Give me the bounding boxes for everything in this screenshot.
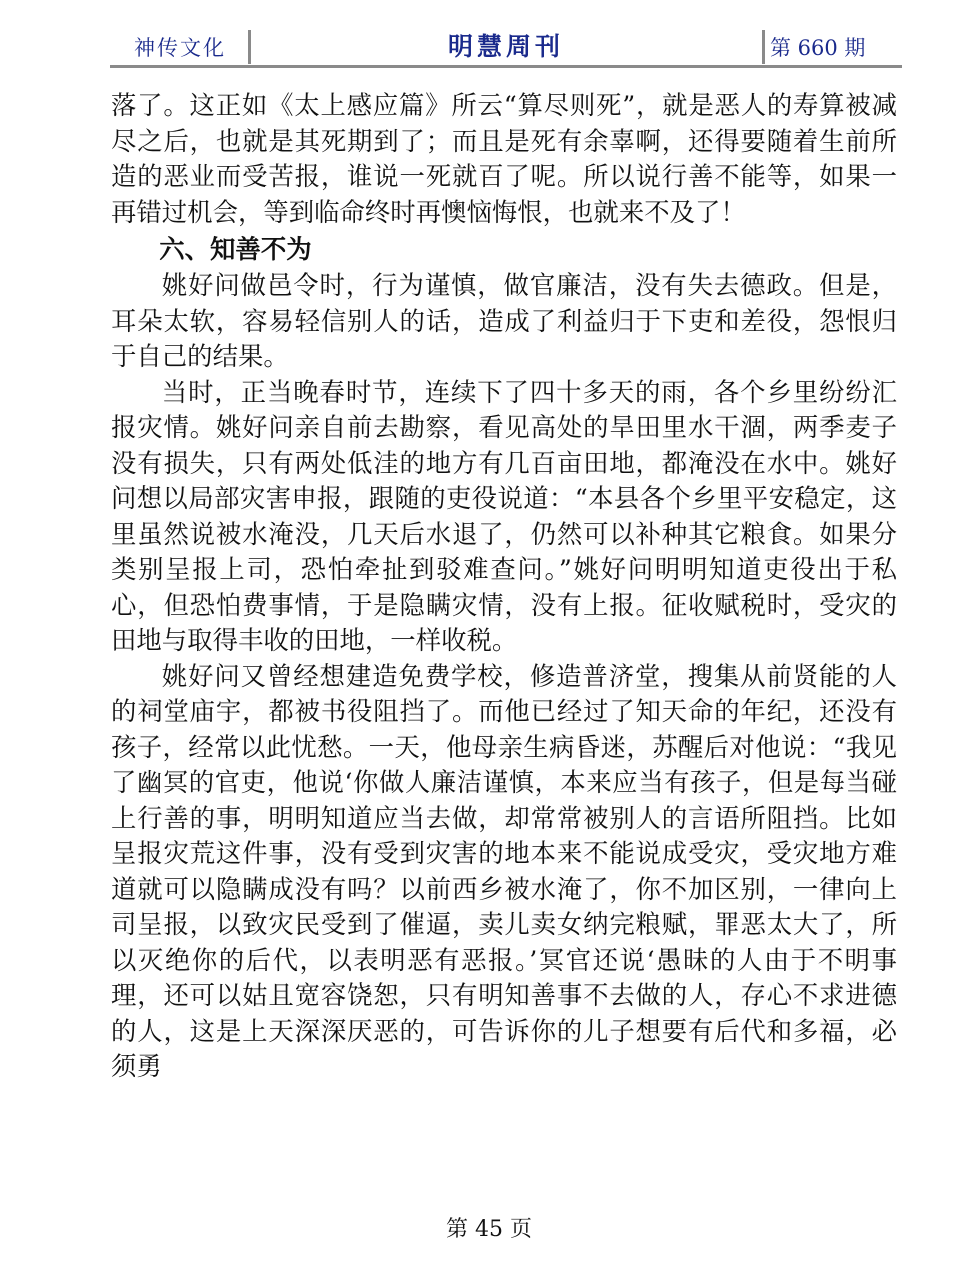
header-publication-title: 明慧周刊 — [447, 32, 564, 61]
header-divider-right — [762, 30, 765, 64]
page-header — [110, 26, 902, 66]
article-body — [111, 88, 897, 1085]
paragraph: 当时，正当晚春时节，连续下了四十多天的雨，各个乡里纷纷汇报灾情。姚好问亲自前去勘察，看见高处的旱田里水干涸，两季麦子没有损失，只有两处低洼的地方有几百亩田地，都淹没在水中。姚好问想以局部灾害申报，跟随的吏役说道：“本县各个乡里平安稳定，这里虽然说被水淹没，几天后水退了，仍然可以补种其它粮食。如果分类别呈报上司，恐怕牵扯到驳难查问。”姚好问明明知道吏役出于私心，但恐怕费事情，于是隐瞒灾情，没有上报。征收赋税时，受灾的田地与取得丰收的田地，一样收税。 — [111, 376, 897, 655]
paragraph: 姚好问做邑令时，行为谨慎，做官廉洁，没有失去德政。但是，耳朵太软，容易轻信别人的话，造成了利益归于下吏和差役，怨恨归于自己的结果。 — [111, 270, 897, 371]
section-heading: 六、知善不为 — [159, 234, 312, 264]
header-issue-number: 第 660 期 — [770, 36, 866, 60]
paragraph-continued: 落了。这正如《太上感应篇》所云“算尽则死”，就是恶人的寿算被减尽之后，也就是其死期到了；而且是死有余辜啊，还得要随着生前所造的恶业而受苦报，谁说一死就百了呢。所以说行善不能等，如果一再错过机会，等到临命终时再懊恼悔恨，也就来不及了！ — [111, 90, 897, 227]
header-section-title: 神传文化 — [134, 36, 226, 60]
page-number: 第 45 页 — [446, 1217, 532, 1242]
header-rule — [110, 65, 902, 68]
paragraph: 姚好问又曾经想建造免费学校，修造普济堂，搜集从前贤能的人的祠堂庙宇，都被书役阻挡了。而他已经过了知天命的年纪，还没有孩子，经常以此忧愁。一天，他母亲生病昏迷，苏醒后对他说：“我见了幽冥的官吏，他说‘你做人廉洁谨慎，本来应当有孩子，但是每当碰上行善的事，明明知道应当去做，却常常被别人的言语所阻挡。比如呈报灾荒这件事，没有受到灾害的地本来不能说成受灾，受灾地方难道就可以隐瞒成没有吗？以前西乡被水淹了，你不加区别，一律向上司呈报，以致灾民受到了催逼，卖儿卖女纳完粮赋，罪恶太大了，所以灭绝你的后代，以表明恶有恶报。’冥官还说‘愚昧的人由于不明事理，还可以姑且宽容饶恕，只有明知善事不去做的人，存心不求进德的人，这是上天深深厌恶的，可告诉你的儿子想要有后代和多福，必须勇 — [111, 660, 897, 1081]
